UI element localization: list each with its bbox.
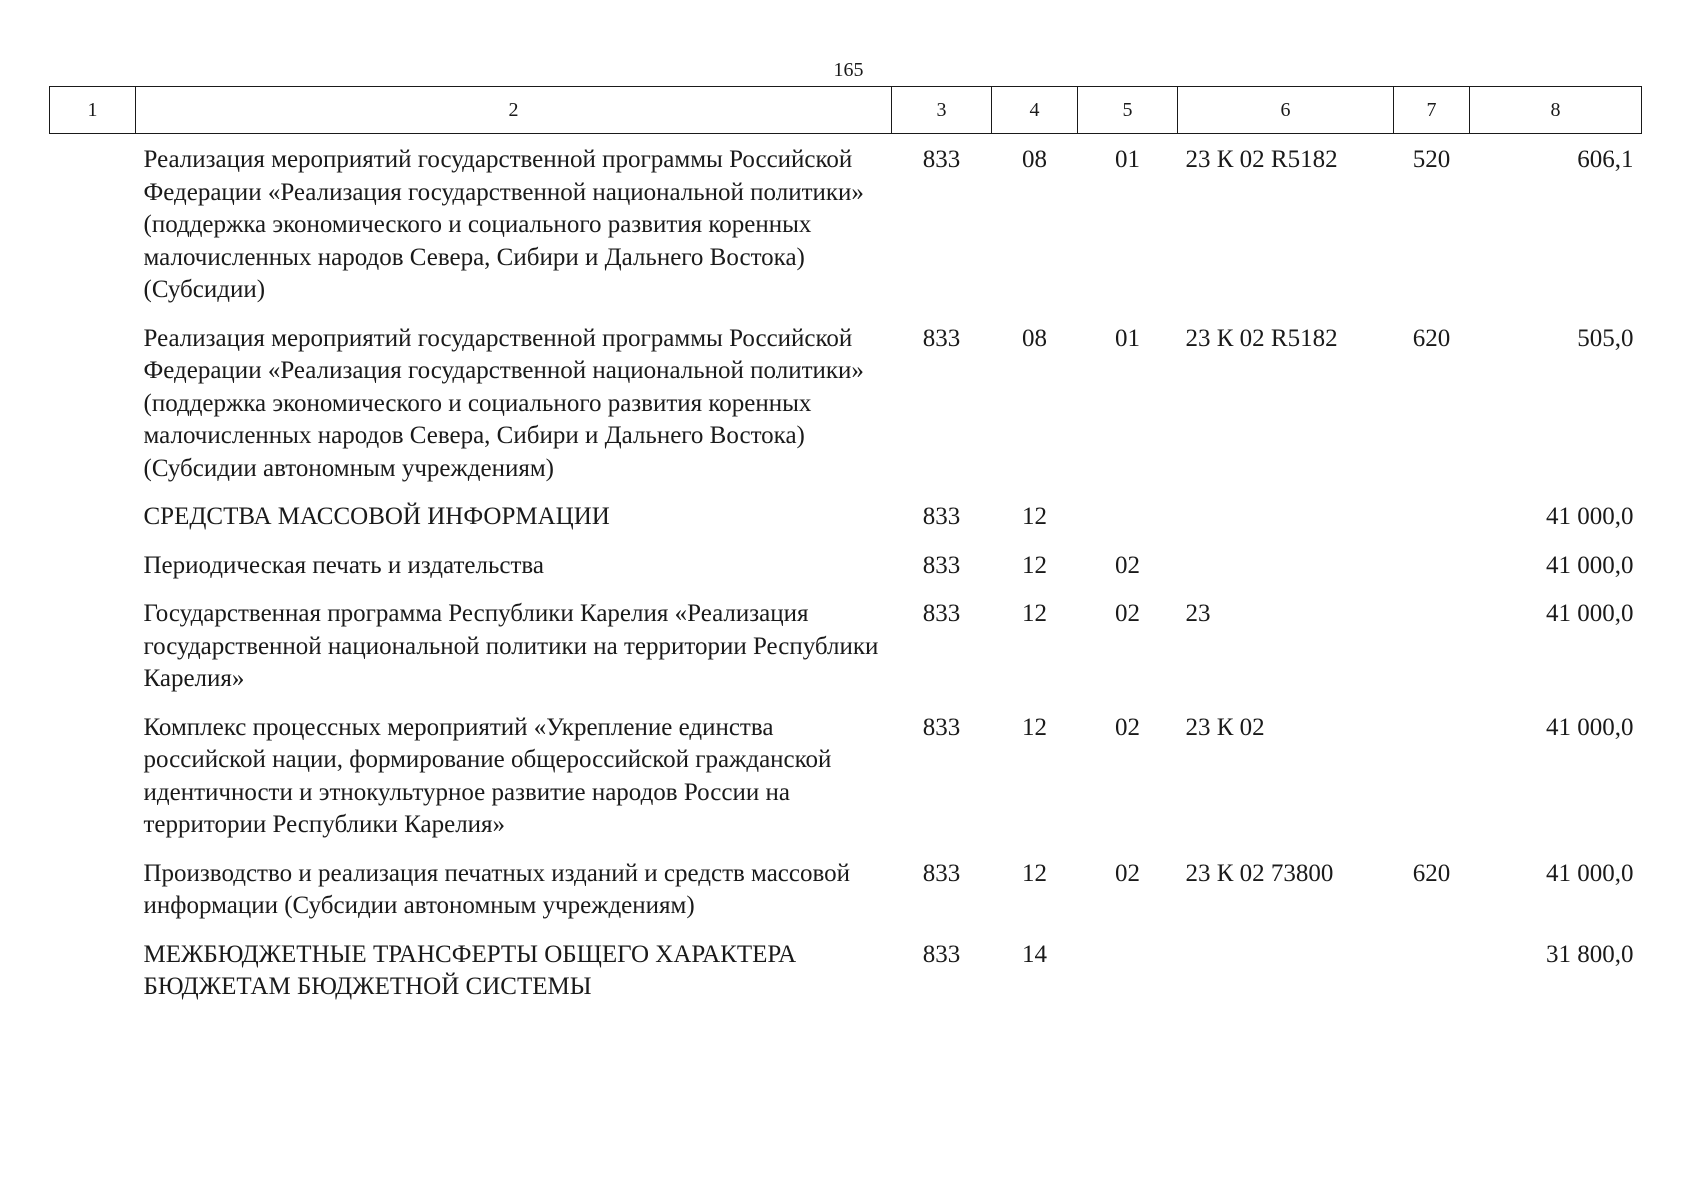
subsection-code: 02 [1115,859,1140,887]
target-article-code [1178,544,1394,593]
table-row [50,495,1642,544]
amount: 41 000,0 [1546,859,1634,887]
expense-type-code: 520 [1412,146,1451,173]
table-row [50,706,1642,852]
table-header [50,87,1642,134]
amount: 41 000,0 [1546,551,1634,579]
grbs-code: 833 [922,600,961,627]
expense-name: Реализация мероприятий государственной программы Российской Федерации «Реализация государственной национальной политики» (поддержка экономического и социального развития коренных малочисленных народов Севера, Сибири и Дальнего Востока) (Субсидии автономным учреждениям) [143,324,864,482]
column-header-6: 6 [1178,87,1394,134]
expense-name: Комплекс процессных мероприятий «Укрепление единства российской нации, формирование общероссийской гражданской идентичности и этнокультурное развитие народов России на территории Республики Карелия» [143,713,832,838]
row-number [50,495,136,544]
target-article-code: 23 К 02 [1185,713,1265,741]
grbs-code: 833 [922,146,961,173]
table-row [50,933,1642,1014]
amount: 505,0 [1577,324,1634,352]
column-header-3: 3 [892,87,992,134]
target-article-code [1178,495,1394,544]
header-row [50,87,1642,134]
expense-type-code: 620 [1412,324,1451,352]
subsection-code: 02 [1115,600,1140,627]
table-row [50,544,1642,593]
section-code: 12 [1022,713,1047,741]
grbs-code: 833 [922,940,961,968]
table-row [50,852,1642,933]
expense-type-code: 620 [1412,859,1451,887]
section-code: 08 [1022,146,1047,173]
expense-type-code [1394,544,1470,593]
subsection-code: 02 [1115,713,1140,741]
expense-type-code [1394,495,1470,544]
table-row [50,317,1642,496]
expense-type-code [1394,592,1470,706]
grbs-code: 833 [922,551,961,579]
page-number: 165 [833,59,864,81]
amount: 31 800,0 [1546,940,1634,968]
column-header-1: 1 [50,87,136,134]
amount: 41 000,0 [1546,713,1634,741]
target-article-code: 23 К 02 R5182 [1185,146,1338,173]
column-header-2: 2 [136,87,892,134]
table-row [50,134,1642,317]
table-body [50,134,1642,1014]
amount: 41 000,0 [1546,503,1634,530]
row-number [50,544,136,593]
target-article-code: 23 К 02 73800 [1185,859,1334,887]
expense-name: Производство и реализация печатных изданий и средств массовой информации (Субсидии автономным учреждениям) [143,859,850,919]
expense-name: Реализация мероприятий государственной программы Российской Федерации «Реализация государственной национальной политики» (поддержка экономического и социального развития коренных малочисленных народов Севера, Сибири и Дальнего Востока) (Субсидии) [143,146,864,303]
grbs-code: 833 [922,503,961,530]
column-header-5: 5 [1078,87,1178,134]
amount: 606,1 [1577,146,1634,173]
subsection-code [1078,933,1178,1014]
row-number [50,852,136,933]
expense-name: Периодическая печать и издательства [143,551,544,579]
grbs-code: 833 [922,859,961,887]
expense-name: МЕЖБЮДЖЕТНЫЕ ТРАНСФЕРТЫ ОБЩЕГО ХАРАКТЕРА БЮДЖЕТАМ БЮДЖЕТНОЙ СИСТЕМЫ [143,940,797,1000]
amount: 41 000,0 [1546,600,1634,627]
section-code: 08 [1022,324,1047,352]
subsection-code: 02 [1115,551,1140,579]
row-number [50,134,136,317]
grbs-code: 833 [922,713,961,741]
target-article-code [1178,933,1394,1014]
row-number [50,933,136,1014]
target-article-code: 23 [1185,600,1211,627]
section-code: 12 [1022,600,1047,627]
section-code: 12 [1022,859,1047,887]
section-code: 12 [1022,551,1047,579]
table-row [50,592,1642,706]
row-number [50,706,136,852]
column-header-8: 8 [1470,87,1642,134]
column-header-7: 7 [1394,87,1470,134]
section-code: 12 [1022,503,1047,530]
expense-name: Государственная программа Республики Карелия «Реализация государственной национальной политики на территории Республики Карелия» [143,600,879,692]
expense-type-code [1394,933,1470,1014]
subsection-code [1078,495,1178,544]
row-number [50,317,136,496]
grbs-code: 833 [922,324,961,352]
row-number [50,592,136,706]
target-article-code: 23 К 02 R5182 [1185,324,1338,352]
expense-name: СРЕДСТВА МАССОВОЙ ИНФОРМАЦИИ [143,503,610,530]
budget-table [49,86,1642,1014]
section-code: 14 [1022,940,1047,968]
column-header-4: 4 [992,87,1078,134]
subsection-code: 01 [1115,324,1140,352]
expense-type-code [1394,706,1470,852]
subsection-code: 01 [1115,146,1140,173]
